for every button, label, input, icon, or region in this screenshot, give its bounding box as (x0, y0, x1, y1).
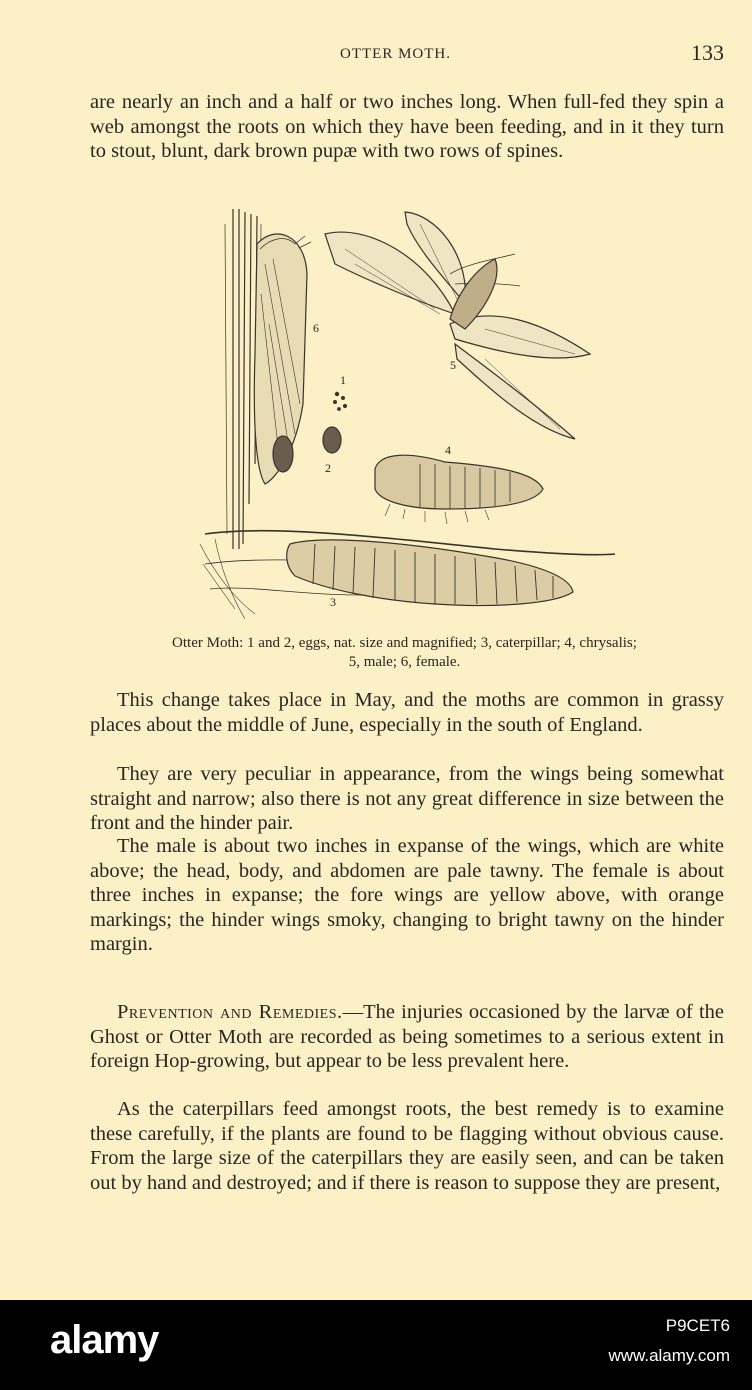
running-head (0, 40, 752, 70)
watermark-url: www.alamy.com (608, 1346, 730, 1365)
paragraph-6: As the caterpillars feed amongst roots, the best remedy is to examine these carefully, if the plants are found to be flagging without obvious cause. From the large size of the caterpillars they are easily seen, and can be taken out by hand and destroyed; and if there is reason to suppose they are present, (90, 1098, 724, 1194)
figure-label-3: 3 (330, 595, 336, 609)
engraving-svg (195, 204, 625, 624)
caption-line-1: Otter Moth: 1 and 2, eggs, nat. size and magnified; 3, caterpillar; 4, chrysalis; (172, 635, 637, 651)
paragraph-3: They are very peculiar in appearance, from the wings being somewhat straight and narrow; also there is not any great difference in size between the front and the hinder pair. (90, 763, 724, 834)
paragraph-1: are nearly an inch and a half or two inches long. When full-fed they spin a web amongst the roots on which they have been feeding, and in it they turn to stout, blunt, dark brown pupæ with two rows of spines. (90, 91, 724, 162)
figure-label-4: 4 (445, 443, 451, 457)
chrysalis (375, 455, 543, 509)
section-heading: Prevention and Remedies. (117, 1001, 343, 1023)
paragraph-5 (90, 1000, 724, 1074)
watermark-bar (0, 1300, 752, 1390)
figure-caption (82, 634, 727, 672)
figure-label-1: 1 (340, 373, 346, 387)
magnified-egg (323, 427, 341, 453)
figure-label-6: 6 (313, 321, 319, 335)
image-id: P9CET6 (665, 1316, 730, 1335)
plant-stem (233, 209, 257, 549)
running-title: OTTER MOTH. (340, 46, 451, 62)
page-number: 133 (691, 40, 724, 65)
caption-line-2: 5, male; 6, female. (348, 654, 461, 670)
figure-label-2: 2 (325, 461, 331, 475)
paragraph-4: The male is about two inches in expanse of the wings, which are white above; the head, body, and abdomen are pale tawny. The female is about three inches in expanse; the fore wings are yellow above, with orange markings; the hinder wings smoky, changing to bright tawny on the hinder margin. (90, 835, 724, 955)
otter-moth-illustration (195, 204, 625, 624)
paragraph-2: This change takes place in May, and the moths are common in grassy places about the middle of June, especially in the south of England. (90, 689, 724, 736)
paragraph-5-body: —The injuries occasioned by the larvæ of the Ghost or Otter Moth are recorded as being sometimes to a serious extent in foreign Hop-growing, but appear to be less prevalent here. (90, 1001, 724, 1072)
alamy-logo: alamy (50, 1318, 159, 1362)
figure-label-5: 5 (450, 358, 456, 372)
